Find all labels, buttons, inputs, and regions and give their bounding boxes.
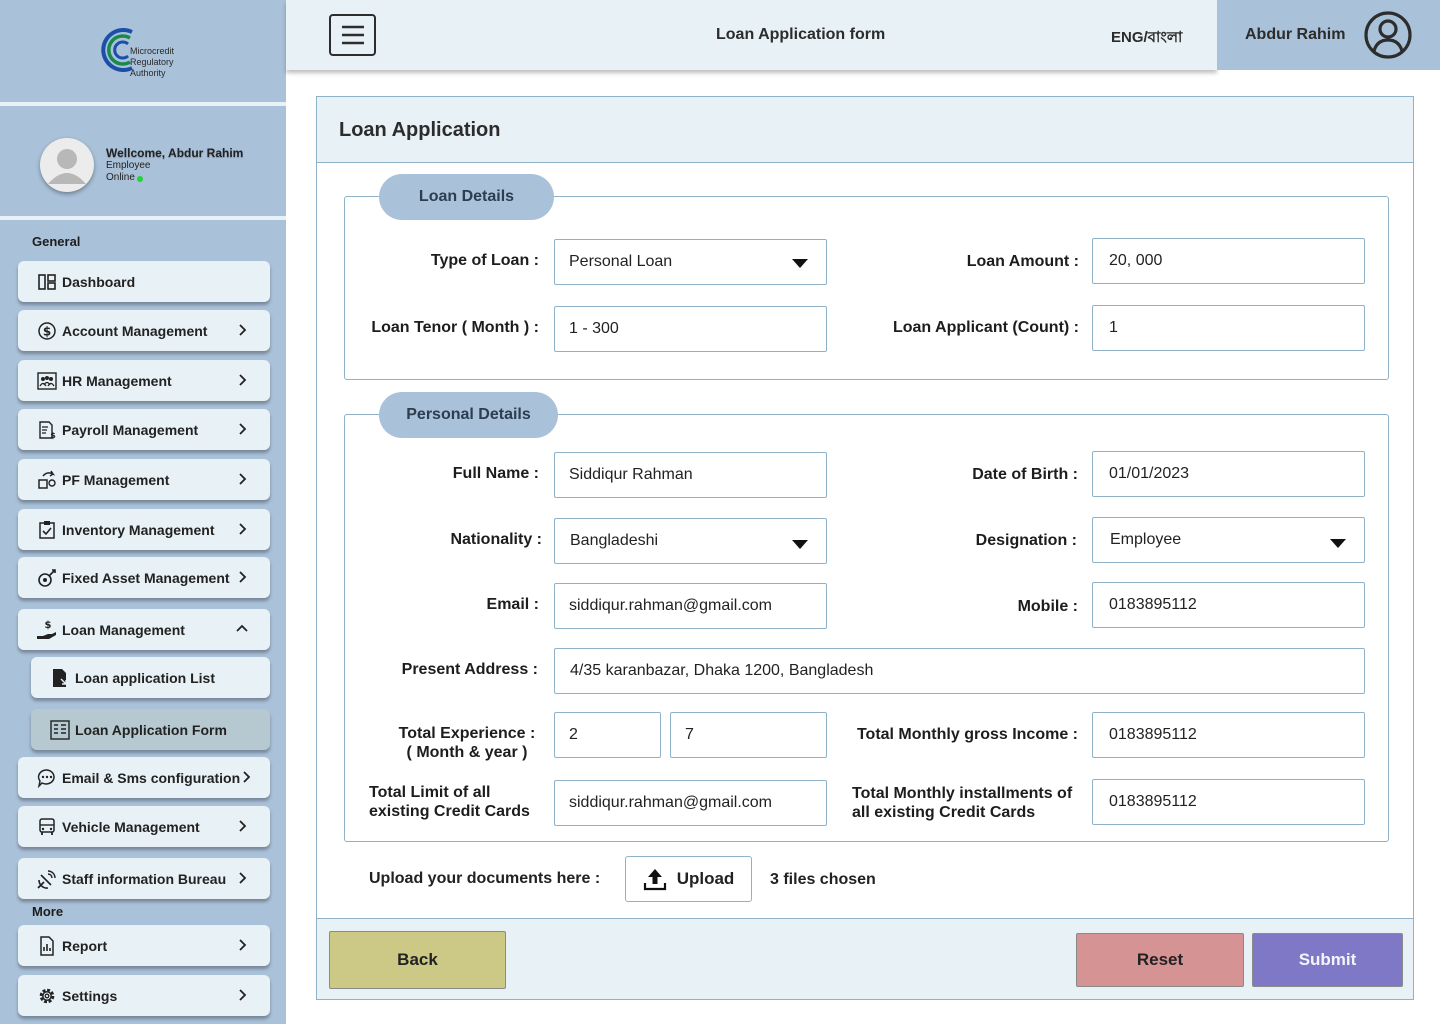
monthly-installments-label-line1: Total Monthly installments of (852, 785, 1073, 802)
clipboard-check-icon (36, 519, 58, 541)
sidebar-item-loan-management[interactable] (18, 609, 270, 650)
type-of-loan-select[interactable] (554, 239, 827, 285)
sidebar-item-label: Staff information Bureau (62, 870, 227, 887)
gear-icon (36, 985, 58, 1007)
sidebar-item-label: Inventory Management (62, 521, 215, 538)
monthly-installments-value: 0183895112 (1109, 793, 1197, 810)
status-text: Online (106, 172, 135, 183)
header-user-name: Abdur Rahim (1245, 26, 1346, 43)
sidebar-item-dashboard[interactable] (18, 261, 270, 302)
svg-text:$: $ (42, 324, 52, 338)
satellite-icon (36, 868, 58, 890)
sidebar-item-payroll-management[interactable] (18, 409, 270, 450)
chat-bubble-icon (36, 767, 58, 789)
sidebar-item-label: Fixed Asset Management (62, 569, 230, 586)
upload-button[interactable] (625, 856, 752, 902)
user-profile-icon[interactable] (1363, 10, 1413, 60)
hamburger-menu-button[interactable] (329, 14, 376, 56)
chevron-right-icon (234, 372, 250, 388)
svg-text:$: $ (44, 619, 52, 631)
date-of-birth-value: 01/01/2023 (1109, 465, 1190, 482)
type-of-loan-label: Type of Loan : (430, 252, 539, 269)
upload-label: Upload your documents here : (369, 870, 601, 887)
chevron-right-icon (234, 569, 250, 585)
payroll-icon (36, 419, 58, 441)
chevron-right-icon (234, 521, 250, 537)
date-of-birth-input[interactable] (1092, 451, 1365, 497)
chevron-right-icon (234, 421, 250, 437)
loan-tenor-label: Loan Tenor ( Month ) : (371, 319, 539, 336)
credit-limit-label-line1: Total Limit of all (369, 784, 491, 801)
dropdown-caret-icon (792, 259, 808, 268)
credit-limit-label (369, 783, 549, 821)
experience-year-value: 7 (685, 726, 694, 743)
logo-line-1: Microcredit (130, 46, 175, 56)
designation-value: Employee (1110, 531, 1182, 548)
sidebar-item-label: Dashboard (62, 273, 136, 290)
chevron-right-icon (234, 987, 250, 1003)
user-role: Employee (106, 160, 151, 171)
bus-icon (36, 816, 58, 838)
back-button[interactable]: Back (329, 931, 506, 989)
monthly-income-value: 0183895112 (1109, 726, 1197, 743)
loan-amount-label: Loan Amount : (966, 253, 1079, 270)
sidebar-item-label: Vehicle Management (62, 818, 200, 835)
sidebar-item-label: Settings (62, 987, 118, 1004)
type-of-loan-value: Personal Loan (569, 253, 673, 270)
chevron-right-icon (234, 870, 250, 886)
sidebar-subitem-loan-application-list[interactable] (31, 657, 270, 698)
user-panel (0, 110, 286, 220)
card-header (317, 97, 1413, 163)
loan-amount-input[interactable] (1092, 238, 1365, 284)
form-footer (317, 918, 1413, 999)
dropdown-caret-icon (792, 540, 808, 549)
mobile-input[interactable] (1092, 582, 1365, 628)
monthly-installments-input[interactable] (1092, 779, 1365, 825)
sidebar-item-staff-information-bureau[interactable] (18, 858, 270, 899)
full-name-label: Full Name : (452, 465, 539, 482)
present-address-label: Present Address : (401, 661, 538, 678)
personal-details-legend: Personal Details (379, 392, 558, 438)
mobile-value: 0183895112 (1109, 596, 1197, 613)
nationality-select[interactable] (554, 518, 827, 564)
form-icon (49, 719, 71, 741)
hamburger-icon (340, 24, 366, 46)
credit-limit-value: siddiqur.rahman@gmail.com (569, 794, 772, 811)
loan-tenor-value: 1 - 300 (569, 320, 619, 337)
loan-details-section (344, 196, 1389, 380)
report-icon (36, 935, 58, 957)
files-chosen-text: 3 files chosen (770, 871, 876, 888)
page-title: Loan Application form (716, 26, 886, 43)
date-of-birth-label: Date of Birth : (972, 466, 1078, 483)
monthly-income-label: Total Monthly gross Income : (856, 726, 1078, 743)
sidebar-item-label: HR Management (62, 372, 172, 389)
loan-hand-icon (36, 619, 58, 641)
upload-icon (643, 867, 667, 891)
experience-year-input[interactable] (670, 712, 827, 758)
fund-transfer-icon (36, 469, 58, 491)
chevron-right-icon (238, 769, 254, 785)
sidebar-item-label: Loan Application Form (75, 721, 227, 738)
designation-label: Designation : (975, 532, 1077, 549)
section-general: General (32, 234, 81, 249)
section-more: More (32, 904, 64, 919)
nationality-value: Bangladeshi (570, 532, 659, 549)
loan-application-card (316, 96, 1414, 1000)
email-label: Email : (486, 596, 539, 613)
dropdown-caret-icon (1330, 539, 1346, 548)
chevron-right-icon (234, 818, 250, 834)
logo-area (0, 0, 286, 106)
sidebar-item-account-management[interactable] (18, 310, 270, 351)
loan-applicant-input[interactable] (1092, 305, 1365, 351)
chevron-right-icon (234, 471, 250, 487)
submit-button[interactable]: Submit (1252, 933, 1403, 987)
asset-icon (36, 567, 58, 589)
full-name-input[interactable] (554, 452, 827, 498)
present-address-value: 4/35 karanbazar, Dhaka 1200, Bangladesh (570, 662, 874, 679)
sidebar-item-vehicle-management[interactable] (18, 806, 270, 847)
experience-month-input[interactable] (554, 712, 661, 758)
sidebar-item-settings[interactable] (18, 975, 270, 1016)
monthly-income-input[interactable] (1092, 712, 1365, 758)
sidebar-item-label: Account Management (62, 322, 208, 339)
sidebar-subitem-loan-application-form[interactable] (31, 709, 270, 750)
svg-text:$: $ (50, 430, 56, 440)
total-experience-label-line1: Total Experience : (398, 725, 536, 742)
form-title: Loan Application (339, 119, 501, 141)
sidebar-item-label: Payroll Management (62, 421, 199, 438)
loan-amount-value: 20, 000 (1109, 252, 1163, 269)
dollar-circle-icon (36, 320, 58, 342)
sidebar-item-fixed-asset-management[interactable] (18, 557, 270, 598)
welcome-text: Wellcome, Abdur Rahim (106, 146, 244, 160)
nationality-label: Nationality : (450, 531, 542, 548)
loan-tenor-input[interactable] (554, 306, 827, 352)
sidebar-item-label: Loan application List (75, 669, 216, 686)
sidebar-item-label: PF Management (62, 471, 170, 488)
email-input[interactable] (554, 583, 827, 629)
monthly-installments-label (852, 784, 1088, 822)
email-value: siddiqur.rahman@gmail.com (569, 597, 772, 614)
document-list-icon (49, 667, 71, 689)
experience-month-value: 2 (569, 726, 578, 743)
upload-button-label: Upload (676, 869, 735, 888)
user-status (106, 172, 143, 183)
credit-limit-label-line2: existing Credit Cards (369, 803, 530, 820)
user-silhouette-icon (40, 138, 94, 192)
loan-details-legend: Loan Details (379, 174, 554, 220)
designation-select[interactable] (1092, 517, 1365, 563)
sidebar-item-pf-management[interactable] (18, 459, 270, 500)
present-address-input[interactable] (554, 648, 1365, 694)
sidebar (0, 0, 286, 1024)
reset-button[interactable]: Reset (1076, 933, 1244, 987)
loan-applicant-label: Loan Applicant (Count) : (892, 319, 1079, 336)
user-menu[interactable] (1217, 0, 1440, 70)
full-name-value: Siddiqur Rahman (569, 466, 693, 483)
online-dot-icon (137, 176, 143, 182)
top-bar (286, 0, 1217, 70)
sidebar-item-report[interactable] (18, 925, 270, 966)
chevron-right-icon (234, 937, 250, 953)
logo-line-3: Authority (130, 68, 166, 78)
language-toggle[interactable]: ENG/বাংলা (1111, 29, 1183, 46)
sidebar-item-inventory-management[interactable] (18, 509, 270, 550)
sidebar-item-hr-management[interactable] (18, 360, 270, 401)
sidebar-item-label: Loan Management (62, 621, 185, 638)
credit-limit-input[interactable] (554, 780, 827, 826)
sidebar-item-email-sms-configuration[interactable] (18, 757, 270, 798)
avatar[interactable] (40, 138, 94, 192)
logo-text (130, 46, 174, 79)
sidebar-item-label: Email & Sms configuration (62, 769, 241, 786)
loan-applicant-value: 1 (1109, 319, 1118, 336)
team-icon (36, 370, 58, 392)
total-experience-label (357, 724, 537, 762)
dashboard-icon (36, 271, 58, 293)
mobile-label: Mobile : (1017, 598, 1078, 615)
sidebar-item-label: Report (62, 937, 108, 954)
monthly-installments-label-line2: all existing Credit Cards (852, 804, 1036, 821)
chevron-up-icon (234, 621, 250, 637)
logo-line-2: Regulatory (130, 57, 174, 67)
total-experience-label-line2: ( Month & year ) (406, 744, 528, 761)
chevron-right-icon (234, 322, 250, 338)
